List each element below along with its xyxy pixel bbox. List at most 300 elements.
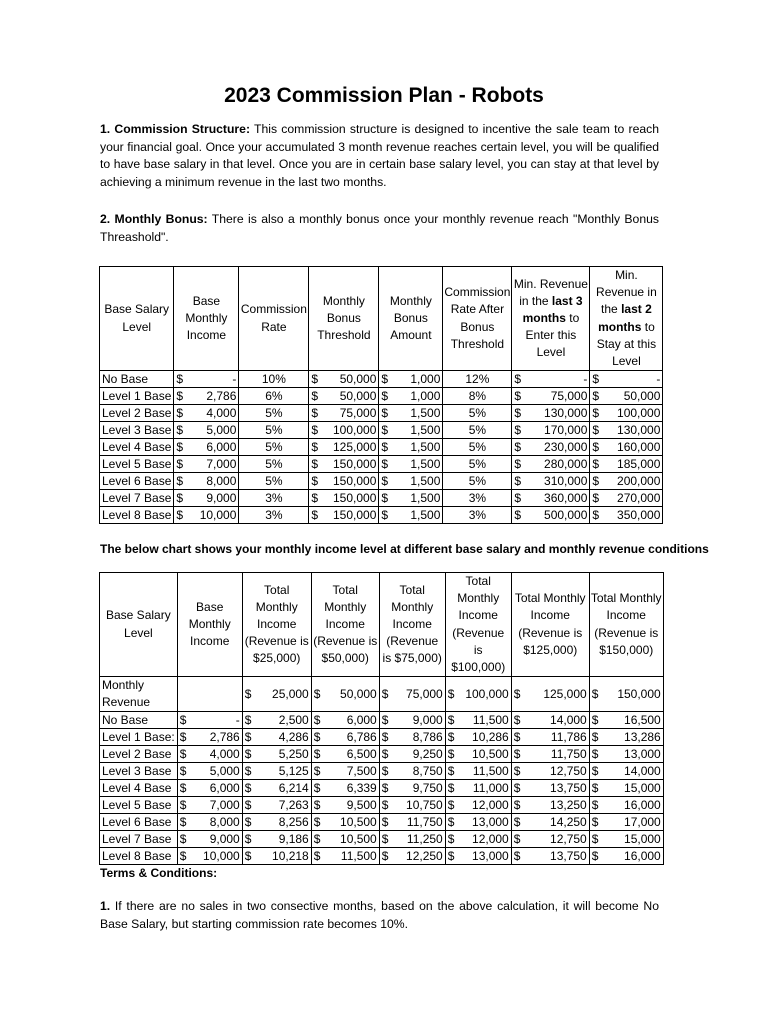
- header-base-salary-level: Base Salary Level: [100, 267, 174, 371]
- level-cell: Level 4 Base: [100, 780, 178, 797]
- currency-symbol: $: [244, 798, 252, 813]
- monthly-income-table: [99, 572, 664, 865]
- total-income-t100-cell: $ 11,500: [445, 763, 511, 780]
- currency-symbol: $: [447, 764, 455, 779]
- currency-symbol: $: [592, 440, 600, 455]
- rate-after-cell: 5%: [443, 456, 512, 473]
- currency-symbol: $: [381, 798, 389, 813]
- currency-symbol: $: [447, 832, 455, 847]
- header2-total-income-25k: Total Monthly Income (Revenue is $25,000): [242, 573, 311, 677]
- level-cell: Level 4 Base: [100, 439, 174, 456]
- currency-symbol: $: [514, 508, 522, 523]
- currency-symbol: $: [591, 764, 599, 779]
- currency-symbol: $: [179, 849, 187, 864]
- currency-symbol: $: [176, 406, 184, 421]
- total-income-t25-cell: $ 2,500: [242, 712, 311, 729]
- currency-symbol: $: [514, 423, 522, 438]
- base-income-cell: $ 2,786: [174, 388, 239, 405]
- rate-after-cell: 3%: [443, 507, 512, 524]
- bonus-threshold-cell: $ 150,000: [309, 507, 379, 524]
- table-row: [100, 763, 664, 780]
- table-row: [100, 490, 663, 507]
- currency-symbol: $: [514, 389, 522, 404]
- bonus-threshold-cell: $ 150,000: [309, 490, 379, 507]
- currency-symbol: $: [176, 440, 184, 455]
- currency-symbol: $: [244, 713, 252, 728]
- header-min-revenue-last-2-months: Min. Revenue in the last 2 months to Stay at this Level: [590, 267, 663, 371]
- total-income-t25-cell: $ 9,186: [242, 831, 311, 848]
- currency-symbol: $: [179, 713, 187, 728]
- total-income-t100-cell: $ 10,286: [445, 729, 511, 746]
- currency-symbol: $: [447, 713, 455, 728]
- total-income-t150-cell: $ 16,000: [589, 797, 663, 814]
- currency-symbol: $: [447, 687, 455, 702]
- commission-rate-cell: 3%: [239, 490, 309, 507]
- currency-symbol: $: [311, 423, 319, 438]
- table-row: [100, 422, 663, 439]
- level-cell: Level 2 Base: [100, 405, 174, 422]
- min-revenue-2m-cell: $ 100,000: [590, 405, 663, 422]
- currency-symbol: $: [591, 832, 599, 847]
- bonus-amount-cell: $ 1,500: [379, 439, 443, 456]
- total-income-t125-cell: $ 12,750: [511, 763, 589, 780]
- header2-total-income-75k: Total Monthly Income (Revenue is $75,000): [379, 573, 445, 677]
- currency-symbol: $: [381, 815, 389, 830]
- min-revenue-2m-cell: $ -: [590, 371, 663, 388]
- total-income-t150-cell: $ 14,000: [589, 763, 663, 780]
- currency-symbol: $: [313, 798, 321, 813]
- currency-symbol: $: [313, 687, 321, 702]
- table-row: [100, 848, 664, 865]
- currency-symbol: $: [179, 747, 187, 762]
- min-revenue-2m-cell: $ 200,000: [590, 473, 663, 490]
- bonus-amount-cell: $ 1,500: [379, 422, 443, 439]
- currency-symbol: $: [381, 687, 389, 702]
- bonus-threshold-cell: $ 125,000: [309, 439, 379, 456]
- rate-after-cell: 8%: [443, 388, 512, 405]
- currency-symbol: $: [381, 730, 389, 745]
- min-revenue-2m-cell: $ 350,000: [590, 507, 663, 524]
- currency-symbol: $: [313, 815, 321, 830]
- total-income-t50-cell: $ 10,500: [311, 831, 379, 848]
- currency-symbol: $: [513, 798, 521, 813]
- currency-symbol: $: [179, 815, 187, 830]
- total-income-t100-cell: $ 12,000: [445, 831, 511, 848]
- rate-after-cell: 5%: [443, 405, 512, 422]
- currency-symbol: $: [592, 423, 600, 438]
- currency-symbol: $: [313, 730, 321, 745]
- total-income-t125-cell: $ 11,786: [511, 729, 589, 746]
- total-income-t100-cell: $ 10,500: [445, 746, 511, 763]
- table-row: [100, 388, 663, 405]
- min-revenue-2m-cell: $ 160,000: [590, 439, 663, 456]
- currency-symbol: $: [381, 423, 389, 438]
- table-row: [100, 456, 663, 473]
- currency-symbol: $: [381, 491, 389, 506]
- min-revenue-2m-cell: $ 185,000: [590, 456, 663, 473]
- currency-symbol: $: [244, 687, 252, 702]
- total-income-t150-cell: $ 16,000: [589, 848, 663, 865]
- currency-symbol: $: [514, 440, 522, 455]
- total-income-t100-cell: $ 12,000: [445, 797, 511, 814]
- total-income-t25-cell: $ 6,214: [242, 780, 311, 797]
- commission-structure-text: This commission structure is designed to incentive the sale team to reach your financial goal. Once your accumulated 3 month revenue reaches certain level, you will be qualified to have base salary in that level. Once you are in certain base salary level, you can stay at that level by achieving a minimum revenue in the last two months.: [100, 122, 659, 189]
- total-income-t150-cell: $ 13,000: [589, 746, 663, 763]
- header2-total-income-125k: Total Monthly Income (Revenue is $125,000): [511, 573, 589, 677]
- min-revenue-3m-cell: $ 280,000: [512, 456, 590, 473]
- total-income-t125-cell: $ 14,250: [511, 814, 589, 831]
- total-income-t50-cell: $ 9,500: [311, 797, 379, 814]
- currency-symbol: $: [179, 798, 187, 813]
- currency-symbol: $: [381, 406, 389, 421]
- terms-item-1-text: If there are no sales in two consective months, based on the above calculation, it will become No Base Salary, but starting commission rate becomes 10%.: [100, 899, 659, 931]
- total-income-t150-cell: $ 15,000: [589, 780, 663, 797]
- currency-symbol: $: [381, 764, 389, 779]
- currency-symbol: $: [244, 781, 252, 796]
- bonus-threshold-cell: $ 150,000: [309, 456, 379, 473]
- level-cell: Level 5 Base: [100, 456, 174, 473]
- base-income-cell: $ 10,000: [174, 507, 239, 524]
- total-income-t75-cell: $ 11,750: [379, 814, 445, 831]
- bonus-threshold-cell: $ 150,000: [309, 473, 379, 490]
- level-cell: Level 8 Base: [100, 507, 174, 524]
- currency-symbol: $: [179, 764, 187, 779]
- currency-symbol: $: [447, 849, 455, 864]
- currency-symbol: $: [381, 849, 389, 864]
- min-revenue-3m-cell: $ 75,000: [512, 388, 590, 405]
- currency-symbol: $: [244, 764, 252, 779]
- min-revenue-3m-cell: $ -: [512, 371, 590, 388]
- bonus-amount-cell: $ 1,500: [379, 405, 443, 422]
- total-income-t25-cell: $ 5,125: [242, 763, 311, 780]
- table2-header-row: [100, 573, 664, 677]
- terms-item-1-label: 1.: [100, 899, 111, 913]
- min-revenue-3m-cell: $ 130,000: [512, 405, 590, 422]
- bonus-amount-cell: $ 1,500: [379, 507, 443, 524]
- total-income-t125-cell: $ 13,750: [511, 848, 589, 865]
- total-income-t75-cell: $ 10,750: [379, 797, 445, 814]
- currency-symbol: $: [447, 781, 455, 796]
- rate-after-cell: 12%: [443, 371, 512, 388]
- commission-rate-cell: 6%: [239, 388, 309, 405]
- header-monthly-bonus-threshold: Monthly Bonus Threshold: [309, 267, 379, 371]
- base-income-cell: $ 5,000: [177, 763, 242, 780]
- commission-structure-label: 1. Commission Structure:: [100, 122, 251, 136]
- table-row: [100, 780, 664, 797]
- currency-symbol: $: [381, 440, 389, 455]
- header-commission-rate-after-bonus: Commission Rate After Bonus Threshold: [443, 267, 512, 371]
- revenue-t50-cell: $ 50,000: [311, 677, 379, 712]
- currency-symbol: $: [447, 815, 455, 830]
- base-income-cell: $ -: [177, 712, 242, 729]
- table-row: [100, 371, 663, 388]
- currency-symbol: $: [514, 457, 522, 472]
- currency-symbol: $: [592, 491, 600, 506]
- base-income-cell: $ 8,000: [174, 473, 239, 490]
- header-monthly-bonus-amount: Monthly Bonus Amount: [379, 267, 443, 371]
- revenue-t150-cell: $ 150,000: [589, 677, 663, 712]
- base-income-cell: $ 6,000: [174, 439, 239, 456]
- currency-symbol: $: [514, 372, 522, 387]
- table-row: [100, 729, 664, 746]
- currency-symbol: $: [244, 815, 252, 830]
- currency-symbol: $: [313, 849, 321, 864]
- currency-symbol: $: [244, 747, 252, 762]
- currency-symbol: $: [381, 457, 389, 472]
- base-income-cell: $ -: [174, 371, 239, 388]
- currency-symbol: $: [591, 798, 599, 813]
- table-row: [100, 712, 664, 729]
- currency-symbol: $: [591, 781, 599, 796]
- total-income-t100-cell: $ 11,500: [445, 712, 511, 729]
- base-income-cell: $ 2,786: [177, 729, 242, 746]
- total-income-t125-cell: $ 14,000: [511, 712, 589, 729]
- commission-rate-cell: 5%: [239, 439, 309, 456]
- base-income-cell: $ 7,000: [174, 456, 239, 473]
- level-cell: Level 7 Base: [100, 831, 178, 848]
- currency-symbol: $: [381, 781, 389, 796]
- revenue-t25-cell: $ 25,000: [242, 677, 311, 712]
- min-revenue-3m-cell: $ 230,000: [512, 439, 590, 456]
- table-row: [100, 746, 664, 763]
- currency-symbol: $: [313, 747, 321, 762]
- bonus-threshold-cell: $ 100,000: [309, 422, 379, 439]
- base-income-cell: $ 7,000: [177, 797, 242, 814]
- currency-symbol: $: [513, 849, 521, 864]
- currency-symbol: $: [381, 713, 389, 728]
- table1-header-row: [100, 267, 663, 371]
- currency-symbol: $: [447, 747, 455, 762]
- bonus-amount-cell: $ 1,000: [379, 388, 443, 405]
- currency-symbol: $: [311, 457, 319, 472]
- bonus-amount-cell: $ 1,000: [379, 371, 443, 388]
- header-commission-rate: Commission Rate: [239, 267, 309, 371]
- table-row: [100, 405, 663, 422]
- currency-symbol: $: [381, 389, 389, 404]
- commission-rate-cell: 10%: [239, 371, 309, 388]
- currency-symbol: $: [592, 406, 600, 421]
- currency-symbol: $: [592, 372, 600, 387]
- currency-symbol: $: [591, 713, 599, 728]
- level-cell: Level 2 Base: [100, 746, 178, 763]
- currency-symbol: $: [591, 747, 599, 762]
- level-cell: Level 3 Base: [100, 422, 174, 439]
- total-income-t25-cell: $ 7,263: [242, 797, 311, 814]
- total-income-t125-cell: $ 13,250: [511, 797, 589, 814]
- currency-symbol: $: [244, 832, 252, 847]
- document-title: 2023 Commission Plan - Robots: [224, 84, 544, 107]
- bonus-amount-cell: $ 1,500: [379, 473, 443, 490]
- currency-symbol: $: [513, 815, 521, 830]
- min-revenue-3m-cell: $ 170,000: [512, 422, 590, 439]
- min-revenue-3m-cell: $ 310,000: [512, 473, 590, 490]
- commission-rate-cell: 5%: [239, 473, 309, 490]
- level-cell: Level 1 Base:: [100, 729, 178, 746]
- currency-symbol: $: [244, 849, 252, 864]
- commission-structure-paragraph: [100, 121, 659, 191]
- header-min-revenue-last-3-months: Min. Revenue in the last 3 months to Enter this Level: [512, 267, 590, 371]
- min-revenue-3m-cell: $ 500,000: [512, 507, 590, 524]
- currency-symbol: $: [591, 849, 599, 864]
- level-cell: Level 8 Base: [100, 848, 178, 865]
- currency-symbol: $: [513, 781, 521, 796]
- base-income-cell: $ 5,000: [174, 422, 239, 439]
- currency-symbol: $: [381, 508, 389, 523]
- total-income-t50-cell: $ 10,500: [311, 814, 379, 831]
- level-cell: No Base: [100, 712, 178, 729]
- table-row: [100, 814, 664, 831]
- base-income-cell: $ 8,000: [177, 814, 242, 831]
- total-income-t25-cell: $ 4,286: [242, 729, 311, 746]
- total-income-t50-cell: $ 6,000: [311, 712, 379, 729]
- total-income-t150-cell: $ 13,286: [589, 729, 663, 746]
- currency-symbol: $: [513, 832, 521, 847]
- currency-symbol: $: [176, 457, 184, 472]
- currency-symbol: $: [592, 389, 600, 404]
- currency-symbol: $: [311, 474, 319, 489]
- base-income-cell: $ 4,000: [177, 746, 242, 763]
- currency-symbol: $: [179, 832, 187, 847]
- total-income-t50-cell: $ 6,786: [311, 729, 379, 746]
- commission-structure-table: [99, 266, 663, 524]
- currency-symbol: $: [311, 406, 319, 421]
- total-income-t150-cell: $ 17,000: [589, 814, 663, 831]
- rate-after-cell: 5%: [443, 439, 512, 456]
- currency-symbol: $: [514, 491, 522, 506]
- currency-symbol: $: [514, 406, 522, 421]
- monthly-revenue-row: [100, 677, 664, 712]
- chart-heading: The below chart shows your monthly income level at different base salary and monthly revenue conditions: [100, 542, 709, 556]
- revenue-t75-cell: $ 75,000: [379, 677, 445, 712]
- currency-symbol: $: [176, 508, 184, 523]
- total-income-t75-cell: $ 11,250: [379, 831, 445, 848]
- currency-symbol: $: [381, 747, 389, 762]
- total-income-t150-cell: $ 16,500: [589, 712, 663, 729]
- terms-heading: Terms & Conditions:: [100, 866, 218, 880]
- level-cell: No Base: [100, 371, 174, 388]
- table-row: [100, 797, 664, 814]
- header-base-monthly-income: Base Monthly Income: [174, 267, 239, 371]
- base-income-cell: $ 4,000: [174, 405, 239, 422]
- level-cell: Level 6 Base: [100, 473, 174, 490]
- currency-symbol: $: [313, 781, 321, 796]
- total-income-t75-cell: $ 9,250: [379, 746, 445, 763]
- total-income-t25-cell: $ 5,250: [242, 746, 311, 763]
- level-cell: Level 5 Base: [100, 797, 178, 814]
- level-cell: Level 7 Base: [100, 490, 174, 507]
- rate-after-cell: 5%: [443, 422, 512, 439]
- commission-rate-cell: 5%: [239, 422, 309, 439]
- level-cell: Level 6 Base: [100, 814, 178, 831]
- currency-symbol: $: [179, 781, 187, 796]
- level-cell: Level 1 Base: [100, 388, 174, 405]
- currency-symbol: $: [311, 508, 319, 523]
- currency-symbol: $: [447, 798, 455, 813]
- commission-rate-cell: 5%: [239, 456, 309, 473]
- currency-symbol: $: [313, 713, 321, 728]
- currency-symbol: $: [176, 491, 184, 506]
- total-income-t25-cell: $ 8,256: [242, 814, 311, 831]
- currency-symbol: $: [311, 440, 319, 455]
- total-income-t125-cell: $ 13,750: [511, 780, 589, 797]
- revenue-t100-cell: $ 100,000: [445, 677, 511, 712]
- commission-rate-cell: 3%: [239, 507, 309, 524]
- total-income-t50-cell: $ 7,500: [311, 763, 379, 780]
- currency-symbol: $: [381, 832, 389, 847]
- rate-after-cell: 5%: [443, 473, 512, 490]
- min-revenue-2m-cell: $ 50,000: [590, 388, 663, 405]
- base-income-cell: $ 10,000: [177, 848, 242, 865]
- currency-symbol: $: [311, 491, 319, 506]
- table-row: [100, 473, 663, 490]
- currency-symbol: $: [176, 372, 184, 387]
- terms-item-1: [100, 898, 659, 933]
- total-income-t100-cell: $ 13,000: [445, 848, 511, 865]
- total-income-t150-cell: $ 15,000: [589, 831, 663, 848]
- table-row: [100, 439, 663, 456]
- currency-symbol: $: [313, 832, 321, 847]
- commission-rate-cell: 5%: [239, 405, 309, 422]
- total-income-t75-cell: $ 8,750: [379, 763, 445, 780]
- currency-symbol: $: [176, 389, 184, 404]
- monthly-bonus-label: 2. Monthly Bonus:: [100, 212, 208, 226]
- table-row: [100, 831, 664, 848]
- currency-symbol: $: [592, 474, 600, 489]
- table-row: [100, 507, 663, 524]
- min-revenue-3m-cell: $ 360,000: [512, 490, 590, 507]
- monthly-bonus-text: There is also a monthly bonus once your monthly revenue reach "Monthly Bonus Threashold".: [100, 212, 659, 244]
- currency-symbol: $: [381, 372, 389, 387]
- total-income-t50-cell: $ 6,500: [311, 746, 379, 763]
- currency-symbol: $: [311, 372, 319, 387]
- currency-symbol: $: [513, 687, 521, 702]
- rate-after-cell: 3%: [443, 490, 512, 507]
- currency-symbol: $: [244, 730, 252, 745]
- revenue-t125-cell: $ 125,000: [511, 677, 589, 712]
- currency-symbol: $: [513, 764, 521, 779]
- bonus-amount-cell: $ 1,500: [379, 490, 443, 507]
- header2-total-income-150k: Total Monthly Income (Revenue is $150,000): [589, 573, 663, 677]
- currency-symbol: $: [381, 474, 389, 489]
- total-income-t125-cell: $ 11,750: [511, 746, 589, 763]
- base-income-cell: $ 9,000: [174, 490, 239, 507]
- total-income-t75-cell: $ 9,750: [379, 780, 445, 797]
- min-revenue-2m-cell: $ 130,000: [590, 422, 663, 439]
- header2-base-monthly-income: Base Monthly Income: [177, 573, 242, 677]
- currency-symbol: $: [592, 457, 600, 472]
- total-income-t125-cell: $ 12,750: [511, 831, 589, 848]
- total-income-t75-cell: $ 9,000: [379, 712, 445, 729]
- bonus-threshold-cell: $ 50,000: [309, 388, 379, 405]
- bonus-amount-cell: $ 1,500: [379, 456, 443, 473]
- bonus-threshold-cell: $ 75,000: [309, 405, 379, 422]
- base-income-cell: $ 6,000: [177, 780, 242, 797]
- total-income-t50-cell: $ 6,339: [311, 780, 379, 797]
- total-income-t75-cell: $ 8,786: [379, 729, 445, 746]
- currency-symbol: $: [513, 730, 521, 745]
- currency-symbol: $: [176, 423, 184, 438]
- header2-total-income-100k: Total Monthly Income (Revenue is $100,000): [445, 573, 511, 677]
- total-income-t25-cell: $ 10,218: [242, 848, 311, 865]
- currency-symbol: $: [592, 508, 600, 523]
- monthly-bonus-paragraph: [100, 211, 659, 246]
- currency-symbol: $: [591, 687, 599, 702]
- total-income-t50-cell: $ 11,500: [311, 848, 379, 865]
- currency-symbol: $: [311, 389, 319, 404]
- currency-symbol: $: [176, 474, 184, 489]
- currency-symbol: $: [513, 747, 521, 762]
- currency-symbol: $: [514, 474, 522, 489]
